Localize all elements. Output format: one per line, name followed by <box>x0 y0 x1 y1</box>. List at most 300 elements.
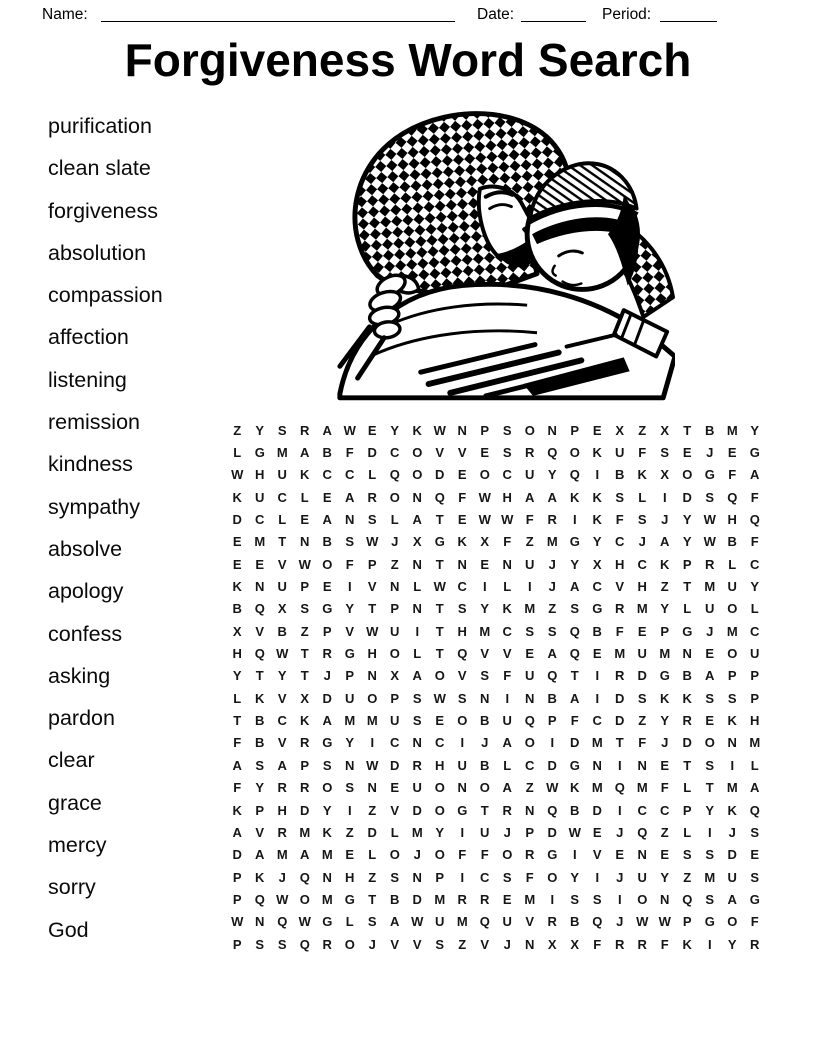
grid-cell: B <box>547 690 557 706</box>
grid-cell: L <box>750 601 759 617</box>
grid-cell: L <box>683 601 692 617</box>
grid-cell: U <box>525 556 535 572</box>
grid-cell: A <box>322 422 332 438</box>
grid-cell: T <box>683 422 692 438</box>
grid-cell: U <box>480 824 490 840</box>
grid-cell: K <box>570 780 580 796</box>
grid-cell: G <box>749 891 760 907</box>
grid-cell: T <box>368 601 377 617</box>
grid-cell: L <box>345 914 354 930</box>
word-item: listening <box>48 367 127 392</box>
grid-cell: C <box>592 579 602 595</box>
grid-cell: M <box>726 780 738 796</box>
grid-cell: C <box>750 556 760 572</box>
grid-cell: D <box>390 757 400 773</box>
grid-cell: G <box>434 534 445 550</box>
grid-cell: P <box>660 623 670 639</box>
grid-cell: S <box>592 891 602 907</box>
grid-cell: U <box>727 869 737 885</box>
grid-cell: A <box>390 914 400 930</box>
grid-cell: P <box>435 869 445 885</box>
grid-cell: Y <box>750 422 760 438</box>
word-item: absolve <box>48 536 123 561</box>
grid-cell: Y <box>322 802 332 818</box>
grid-cell: F <box>233 780 242 796</box>
grid-cell: D <box>367 445 377 461</box>
word-item: sympathy <box>48 494 141 519</box>
grid-cell: J <box>278 869 286 885</box>
grid-cell: V <box>592 847 602 863</box>
grid-cell: A <box>547 646 557 662</box>
grid-cell: A <box>570 579 580 595</box>
grid-cell: P <box>390 690 400 706</box>
grid-cell: Z <box>683 869 692 885</box>
grid-cell: I <box>572 847 577 863</box>
grid-cell: J <box>503 936 511 952</box>
word-list <box>48 105 163 951</box>
grid-cell: S <box>435 936 445 952</box>
grid-cell: V <box>412 936 422 952</box>
grid-cell: C <box>525 757 535 773</box>
grid-cell: S <box>705 891 715 907</box>
grid-cell: V <box>255 824 265 840</box>
grid-cell: K <box>592 512 602 528</box>
grid-cell: U <box>435 914 445 930</box>
grid-cell: L <box>413 646 422 662</box>
grid-cell: H <box>457 623 467 639</box>
grid-cell: D <box>682 489 692 505</box>
grid-cell: N <box>457 422 467 438</box>
grid-cell: P <box>750 690 760 706</box>
grid-cell: P <box>232 891 242 907</box>
grid-cell: N <box>637 757 647 773</box>
grid-cell: Y <box>232 668 242 684</box>
grid-cell: F <box>638 735 647 751</box>
grid-cell: F <box>593 936 602 952</box>
grid-cell: U <box>750 646 760 662</box>
grid-cell: K <box>570 489 580 505</box>
grid-cell: E <box>232 556 242 572</box>
grid-cell: S <box>345 780 355 796</box>
grid-cell: W <box>366 534 379 550</box>
grid-cell: I <box>527 579 532 595</box>
grid-cell: T <box>570 668 579 684</box>
grid-cell: W <box>433 579 446 595</box>
grid-cell: Z <box>233 422 242 438</box>
grid-cell: I <box>505 690 510 706</box>
grid-cell: V <box>277 735 287 751</box>
grid-cell: E <box>457 467 467 483</box>
grid-cell: N <box>412 601 422 617</box>
grid-cell: Q <box>569 467 580 483</box>
grid-cell: E <box>525 646 535 662</box>
grid-cell: J <box>548 556 556 572</box>
grid-cell: Q <box>682 891 693 907</box>
grid-cell: C <box>592 713 602 729</box>
grid-cell: V <box>435 445 445 461</box>
grid-cell: W <box>298 556 311 572</box>
grid-cell: X <box>660 467 670 483</box>
grid-cell: C <box>255 512 265 528</box>
grid-cell: K <box>255 869 265 885</box>
grid-cell: N <box>525 690 535 706</box>
grid-cell: E <box>390 780 400 796</box>
grid-cell: C <box>480 869 490 885</box>
grid-cell: I <box>595 668 600 684</box>
grid-cell: J <box>616 869 624 885</box>
grid-cell: O <box>299 891 310 907</box>
grid-cell: B <box>592 623 602 639</box>
grid-cell: Y <box>345 601 355 617</box>
grid-cell: B <box>570 914 580 930</box>
grid-cell: R <box>615 601 625 617</box>
grid-cell: F <box>750 489 759 505</box>
grid-cell: T <box>278 534 287 550</box>
grid-cell: W <box>703 534 716 550</box>
grid-cell: E <box>660 847 670 863</box>
grid-cell: G <box>704 914 715 930</box>
grid-cell: R <box>300 422 310 438</box>
grid-cell: E <box>457 512 467 528</box>
grid-cell: O <box>389 847 400 863</box>
grid-cell: A <box>232 757 242 773</box>
grid-cell: A <box>547 489 557 505</box>
grid-cell: A <box>277 757 287 773</box>
grid-cell: U <box>277 467 287 483</box>
grid-cell: J <box>661 735 669 751</box>
grid-cell: K <box>457 534 467 550</box>
grid-cell: D <box>615 713 625 729</box>
word-item: forgiveness <box>48 198 158 223</box>
grid-cell: N <box>637 847 647 863</box>
grid-cell: P <box>480 422 490 438</box>
name-label: Name: <box>42 6 88 23</box>
grid-cell: Q <box>299 936 310 952</box>
grid-cell: P <box>682 802 692 818</box>
grid-cell: Z <box>638 422 647 438</box>
grid-cell: S <box>255 757 265 773</box>
grid-cell: C <box>637 556 647 572</box>
grid-cell: U <box>277 579 287 595</box>
grid-cell: U <box>637 869 647 885</box>
grid-cell: F <box>480 847 489 863</box>
grid-cell: P <box>390 601 400 617</box>
grid-cell: X <box>300 690 310 706</box>
grid-cell: K <box>682 936 692 952</box>
grid-cell: N <box>367 668 377 684</box>
grid-cell: F <box>750 914 759 930</box>
grid-cell: X <box>480 534 490 550</box>
grid-cell: X <box>592 556 602 572</box>
grid-cell: Q <box>749 512 760 528</box>
grid-cell: M <box>614 646 626 662</box>
grid-cell: X <box>660 422 670 438</box>
grid-cell: T <box>300 646 309 662</box>
grid-cell: A <box>232 824 242 840</box>
grid-cell: S <box>615 489 625 505</box>
grid-cell: G <box>457 802 468 818</box>
grid-cell: K <box>592 489 602 505</box>
grid-cell: I <box>595 869 600 885</box>
grid-cell: X <box>277 601 287 617</box>
grid-cell: I <box>595 467 600 483</box>
grid-cell: Q <box>254 601 265 617</box>
grid-cell: C <box>615 534 625 550</box>
grid-cell: D <box>412 802 422 818</box>
grid-cell: Y <box>750 579 760 595</box>
grid-cell: N <box>345 512 355 528</box>
grid-cell: I <box>662 489 667 505</box>
grid-cell: L <box>300 489 309 505</box>
grid-cell: V <box>255 623 265 639</box>
grid-cell: X <box>232 623 242 639</box>
grid-cell: M <box>726 422 738 438</box>
grid-cell: Y <box>682 534 692 550</box>
grid-cell: D <box>435 467 445 483</box>
grid-cell: E <box>322 579 332 595</box>
grid-cell: J <box>616 824 624 840</box>
grid-cell: W <box>433 690 446 706</box>
grid-cell: R <box>480 891 490 907</box>
grid-cell: H <box>367 646 377 662</box>
hugging-figures-illustration <box>330 96 675 401</box>
grid-cell: O <box>322 556 333 572</box>
grid-cell: R <box>277 780 287 796</box>
grid-cell: Q <box>749 802 760 818</box>
grid-cell: S <box>637 512 647 528</box>
grid-cell: D <box>322 690 332 706</box>
grid-cell: R <box>705 556 715 572</box>
grid-cell: Q <box>299 869 310 885</box>
grid-cell: N <box>457 780 467 796</box>
grid-cell: B <box>390 891 400 907</box>
grid-cell: T <box>233 713 242 729</box>
grid-cell: O <box>704 735 715 751</box>
grid-cell: Y <box>345 735 355 751</box>
grid-cell: F <box>660 936 669 952</box>
grid-cell: N <box>255 579 265 595</box>
grid-cell: W <box>298 914 311 930</box>
grid-cell: G <box>322 914 333 930</box>
grid-cell: T <box>480 802 489 818</box>
grid-cell: E <box>592 422 602 438</box>
grid-cell: G <box>322 601 333 617</box>
grid-cell: M <box>636 601 648 617</box>
grid-cell: M <box>524 601 536 617</box>
grid-cell: O <box>569 445 580 461</box>
grid-cell: B <box>480 713 490 729</box>
grid-cell: E <box>322 489 332 505</box>
grid-cell: W <box>366 623 379 639</box>
grid-cell: T <box>435 512 444 528</box>
grid-cell: Q <box>569 646 580 662</box>
grid-cell: O <box>367 690 378 706</box>
grid-cell: I <box>370 735 375 751</box>
grid-cell: V <box>480 936 490 952</box>
grid-cell: Y <box>570 556 580 572</box>
grid-cell: N <box>322 869 332 885</box>
date-label: Date: <box>477 6 515 23</box>
grid-cell: E <box>750 847 760 863</box>
grid-cell: L <box>390 512 399 528</box>
grid-cell: M <box>411 824 423 840</box>
grid-cell: F <box>503 534 512 550</box>
grid-cell: K <box>300 467 310 483</box>
grid-cell: H <box>435 757 445 773</box>
grid-cell: B <box>727 534 737 550</box>
grid-cell: N <box>525 936 535 952</box>
word-item: God <box>48 917 89 942</box>
grid-cell: T <box>683 579 692 595</box>
grid-cell: N <box>682 646 692 662</box>
grid-cell: S <box>367 512 377 528</box>
grid-cell: H <box>232 646 242 662</box>
grid-cell: W <box>366 757 379 773</box>
word-item: affection <box>48 325 129 350</box>
grid-cell: R <box>457 891 467 907</box>
grid-cell: N <box>367 780 377 796</box>
grid-cell: O <box>389 489 400 505</box>
grid-cell: S <box>570 601 580 617</box>
grid-cell: R <box>525 445 535 461</box>
grid-cell: G <box>704 467 715 483</box>
grid-cell: H <box>502 489 512 505</box>
grid-cell: G <box>569 757 580 773</box>
grid-cell: Q <box>524 713 535 729</box>
grid-cell: O <box>524 735 535 751</box>
grid-cell: I <box>550 735 555 751</box>
grid-cell: A <box>660 534 670 550</box>
grid-cell: H <box>277 802 287 818</box>
grid-cell: S <box>637 690 647 706</box>
grid-cell: P <box>547 713 557 729</box>
grid-cell: C <box>322 467 332 483</box>
grid-cell: N <box>412 489 422 505</box>
grid-cell: G <box>592 601 603 617</box>
grid-cell: N <box>547 422 557 438</box>
grid-cell: C <box>502 623 512 639</box>
grid-cell: Z <box>368 869 377 885</box>
grid-cell: C <box>457 579 467 595</box>
grid-cell: N <box>255 914 265 930</box>
grid-cell: P <box>232 936 242 952</box>
grid-cell: I <box>347 802 352 818</box>
grid-cell: A <box>727 891 737 907</box>
grid-cell: P <box>570 422 580 438</box>
grid-cell: H <box>255 467 265 483</box>
grid-cell: S <box>255 936 265 952</box>
grid-cell: I <box>707 824 712 840</box>
grid-cell: U <box>525 668 535 684</box>
grid-cell: O <box>434 780 445 796</box>
grid-cell: W <box>478 512 491 528</box>
grid-cell: B <box>255 735 265 751</box>
grid-cell: S <box>345 534 355 550</box>
grid-cell: D <box>547 824 557 840</box>
grid-cell: R <box>637 936 647 952</box>
grid-cell: R <box>502 802 512 818</box>
grid-cell: Q <box>727 489 738 505</box>
grid-cell: S <box>727 690 737 706</box>
grid-cell: P <box>682 556 692 572</box>
grid-cell: J <box>368 936 376 952</box>
grid-cell: S <box>682 847 692 863</box>
word-item: clear <box>48 748 95 773</box>
grid-cell: O <box>389 646 400 662</box>
grid-cell: W <box>231 467 244 483</box>
grid-cell: S <box>705 847 715 863</box>
grid-cell: F <box>525 869 534 885</box>
grid-cell: F <box>525 512 534 528</box>
word-item: compassion <box>48 283 163 308</box>
grid-cell: N <box>300 534 310 550</box>
grid-cell: J <box>706 445 714 461</box>
grid-cell: Y <box>660 869 670 885</box>
grid-cell: C <box>750 623 760 639</box>
grid-cell: M <box>546 534 558 550</box>
grid-cell: N <box>592 757 602 773</box>
grid-cell: M <box>524 891 536 907</box>
grid-cell: J <box>706 623 714 639</box>
period-blank-line <box>660 21 717 22</box>
grid-cell: C <box>390 445 400 461</box>
grid-cell: F <box>638 445 647 461</box>
grid-cell: V <box>615 579 625 595</box>
grid-cell: K <box>637 467 647 483</box>
grid-cell: D <box>637 668 647 684</box>
grid-cell: S <box>570 891 580 907</box>
grid-cell: S <box>367 914 377 930</box>
grid-cell: N <box>502 556 512 572</box>
grid-cell: S <box>660 445 670 461</box>
grid-cell: E <box>615 847 625 863</box>
grid-cell: R <box>525 847 535 863</box>
grid-cell: S <box>480 668 490 684</box>
grid-cell: F <box>458 489 467 505</box>
grid-cell: K <box>660 556 670 572</box>
grid-cell: M <box>321 847 333 863</box>
grid-cell: F <box>458 847 467 863</box>
grid-cell: L <box>368 467 377 483</box>
grid-cell: S <box>705 690 715 706</box>
word-item: clean slate <box>48 156 151 181</box>
grid-cell: Y <box>480 601 490 617</box>
grid-cell: H <box>615 556 625 572</box>
grid-cell: L <box>638 489 647 505</box>
grid-cell: M <box>276 847 288 863</box>
grid-cell: F <box>503 668 512 684</box>
grid-cell: S <box>390 869 400 885</box>
grid-cell: X <box>547 936 557 952</box>
grid-cell: Q <box>254 891 265 907</box>
grid-cell: F <box>233 735 242 751</box>
grid-cell: O <box>682 467 693 483</box>
word-item: purification <box>48 114 152 138</box>
grid-cell: P <box>255 802 265 818</box>
grid-cell: V <box>457 668 467 684</box>
grid-cell: A <box>502 780 512 796</box>
grid-cell: P <box>300 757 310 773</box>
grid-cell: I <box>617 891 622 907</box>
grid-cell: O <box>727 601 738 617</box>
grid-cell: V <box>390 802 400 818</box>
grid-cell: U <box>705 601 715 617</box>
grid-cell: M <box>704 869 716 885</box>
grid-cell: K <box>300 713 310 729</box>
grid-cell: S <box>750 869 760 885</box>
grid-cell: U <box>637 646 647 662</box>
grid-cell: Y <box>705 802 715 818</box>
